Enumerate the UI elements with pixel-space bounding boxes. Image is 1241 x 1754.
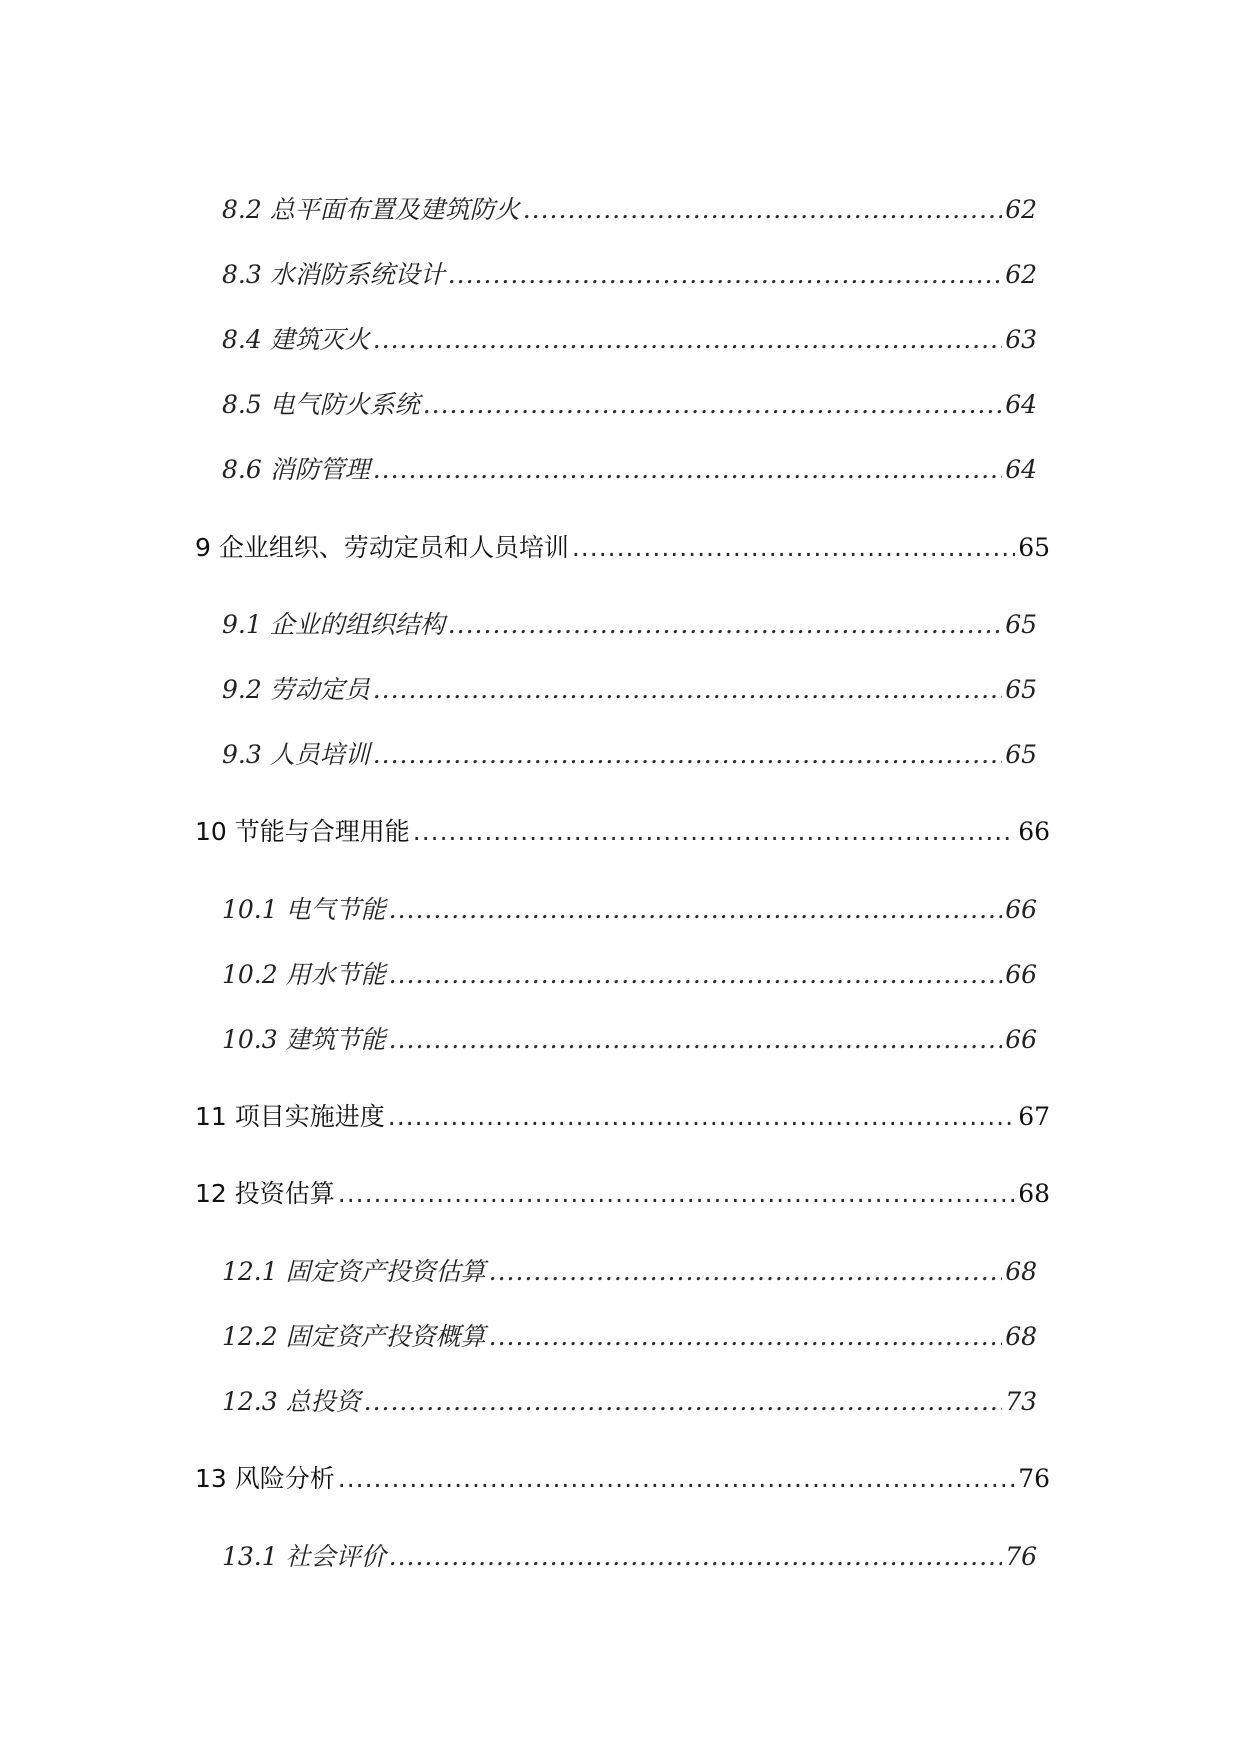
- toc-entry-label: 12.2 固定资产投资概算: [222, 1322, 486, 1351]
- toc-chapter-entry[interactable]: [195, 812, 1050, 848]
- toc-leader-dots: [423, 390, 1002, 419]
- toc-entry-label: 13 风险分析: [195, 1464, 335, 1493]
- toc-page-number: 66: [1018, 817, 1050, 846]
- toc-entry-label: 9.2 劳动定员: [222, 675, 370, 704]
- toc-chapter-entry[interactable]: [195, 1174, 1050, 1210]
- toc-entry-label: 9 企业组织、劳动定员和人员培训: [195, 533, 569, 562]
- toc-page-number: 62: [1005, 260, 1037, 289]
- toc-entry[interactable]: [222, 735, 1037, 771]
- toc-leader-dots: [489, 1322, 1003, 1351]
- toc-page-number: 65: [1005, 675, 1037, 704]
- toc-entry[interactable]: [222, 1252, 1037, 1288]
- toc-entry[interactable]: [222, 1537, 1037, 1573]
- toc-page-number: 67: [1018, 1102, 1050, 1131]
- toc-page-number: 62: [1005, 195, 1037, 224]
- toc-page-number: 73: [1005, 1387, 1037, 1416]
- toc-entry[interactable]: [222, 190, 1037, 226]
- toc-leader-dots: [413, 817, 1015, 846]
- toc-leader-dots: [389, 1542, 1003, 1571]
- toc-page-number: 66: [1005, 1025, 1037, 1054]
- toc-chapter-entry[interactable]: [195, 1097, 1050, 1133]
- toc-entry[interactable]: [222, 1382, 1037, 1418]
- toc-entry[interactable]: [222, 890, 1037, 926]
- toc-page-number: 63: [1005, 325, 1037, 354]
- toc-leader-dots: [448, 610, 1002, 639]
- toc-entry[interactable]: [222, 385, 1037, 421]
- toc-page-number: 65: [1005, 740, 1037, 769]
- toc-entry-label: 12.3 总投资: [222, 1387, 361, 1416]
- toc-entry[interactable]: [222, 1317, 1037, 1353]
- toc-page-number: 76: [1005, 1542, 1037, 1571]
- toc-entry[interactable]: [222, 320, 1037, 356]
- toc-page-number: 66: [1005, 895, 1037, 924]
- toc-leader-dots: [572, 533, 1015, 562]
- toc-entry-label: 13.1 社会评价: [222, 1542, 386, 1571]
- toc-leader-dots: [489, 1257, 1003, 1286]
- toc-leader-dots: [373, 675, 1002, 704]
- toc-page-number: 68: [1005, 1322, 1037, 1351]
- toc-leader-dots: [364, 1387, 1003, 1416]
- toc-entry[interactable]: [222, 450, 1037, 486]
- toc-entry[interactable]: [222, 670, 1037, 706]
- toc-entry-label: 10.3 建筑节能: [222, 1025, 386, 1054]
- toc-entry-label: 10.1 电气节能: [222, 895, 386, 924]
- toc-page-number: 66: [1005, 960, 1037, 989]
- toc-entry-label: 11 项目实施进度: [195, 1102, 385, 1131]
- toc-chapter-entry[interactable]: [195, 528, 1050, 564]
- toc-leader-dots: [389, 895, 1003, 924]
- toc-entry[interactable]: [222, 1020, 1037, 1056]
- toc-leader-dots: [389, 960, 1003, 989]
- toc-leader-dots: [389, 1025, 1003, 1054]
- toc-leader-dots: [523, 195, 1002, 224]
- toc-entry-label: 8.3 水消防系统设计: [222, 260, 445, 289]
- toc-page-number: 64: [1005, 455, 1037, 484]
- toc-entry-label: 9.3 人员培训: [222, 740, 370, 769]
- toc-chapter-entry[interactable]: [195, 1459, 1050, 1495]
- toc-entry-label: 8.4 建筑灭火: [222, 325, 370, 354]
- toc-page-number: 68: [1018, 1179, 1050, 1208]
- toc-entry-label: 12.1 固定资产投资估算: [222, 1257, 486, 1286]
- toc-page-number: 65: [1005, 610, 1037, 639]
- toc-entry[interactable]: [222, 955, 1037, 991]
- toc-leader-dots: [388, 1102, 1015, 1131]
- toc-entry-label: 8.5 电气防火系统: [222, 390, 420, 419]
- toc-entry-label: 8.6 消防管理: [222, 455, 370, 484]
- toc-entry[interactable]: [222, 255, 1037, 291]
- toc-entry-label: 10.2 用水节能: [222, 960, 386, 989]
- toc-leader-dots: [373, 325, 1002, 354]
- toc-leader-dots: [373, 740, 1002, 769]
- toc-entry-label: 8.2 总平面布置及建筑防火: [222, 195, 520, 224]
- toc-leader-dots: [338, 1179, 1015, 1208]
- toc-page-number: 76: [1018, 1464, 1050, 1493]
- toc-entry-label: 10 节能与合理用能: [195, 817, 410, 846]
- toc-entry-label: 9.1 企业的组织结构: [222, 610, 445, 639]
- toc-leader-dots: [448, 260, 1002, 289]
- toc-page-number: 65: [1018, 533, 1050, 562]
- toc-leader-dots: [373, 455, 1002, 484]
- toc-page-number: 64: [1005, 390, 1037, 419]
- toc-leader-dots: [338, 1464, 1015, 1493]
- toc-entry[interactable]: [222, 605, 1037, 641]
- toc-entry-label: 12 投资估算: [195, 1179, 335, 1208]
- toc-page-number: 68: [1005, 1257, 1037, 1286]
